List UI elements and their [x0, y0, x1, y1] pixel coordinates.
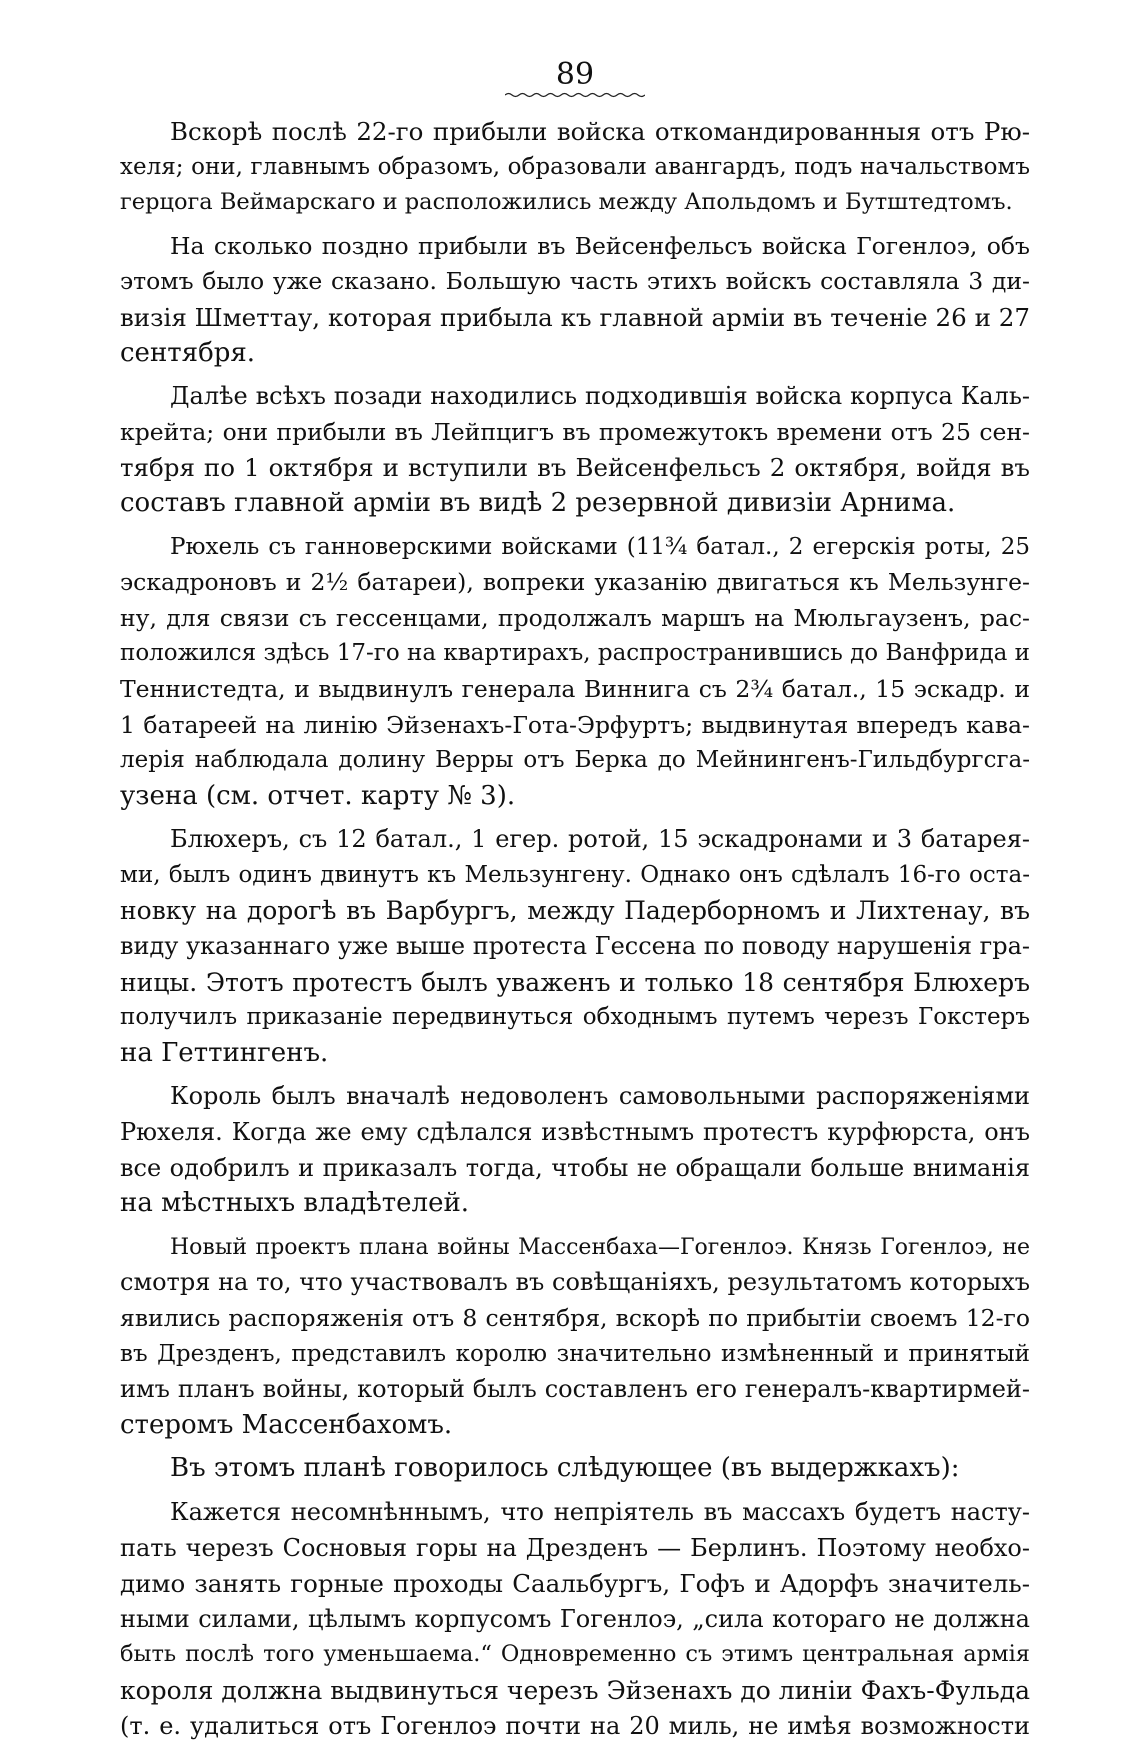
text-line: лерія наблюдала долину Верры отъ Берка до Мейнингенъ-Гильдбургсга-	[120, 747, 1030, 774]
text-line: Новый проектъ плана войны Массенбаха—Гогенлоэ. Князь Гогенлоэ, не	[170, 1234, 1030, 1260]
text-line: Въ этомъ планѣ говорилось слѣдующее (въ выдержкахъ):	[170, 1453, 960, 1484]
paragraph	[120, 822, 1030, 1071]
text-line: крейта; они прибыли въ Лейпцигъ въ промежутокъ времени отъ 25 сен-	[120, 417, 1030, 446]
text-line: димо занять горные проходы Саальбургъ, Гофъ и Адорфъ значитель-	[120, 1569, 1030, 1599]
text-line: Король былъ вначалѣ недоволенъ самовольными распоряженіями	[170, 1082, 1030, 1111]
text-line: новку на дорогѣ въ Варбургъ, между Падерборномъ и Лихтенау, въ	[120, 896, 1030, 926]
text-line: на Геттингенъ.	[120, 1037, 329, 1068]
text-line: Блюхеръ, съ 12 батал., 1 егер. ротой, 15 эскадронами и 3 батарея-	[170, 825, 1030, 854]
page-number: 89	[555, 57, 595, 92]
paragraph	[120, 379, 1030, 521]
text-line: сентября.	[120, 337, 256, 368]
paragraph	[120, 1451, 1030, 1487]
text-line: визія Шметтау, которая прибыла къ главной арміи въ теченіе 26 и 27	[120, 302, 1030, 332]
paragraph	[120, 1230, 1030, 1444]
text-line: хеля; они, главнымъ образомъ, образовали авангардъ, подъ начальствомъ	[120, 153, 1030, 180]
text-line: Вскорѣ послѣ 22-го прибыли войска откомандированныя отъ Рю-	[170, 117, 1030, 146]
paragraph	[120, 114, 1030, 221]
paragraph	[120, 229, 1030, 371]
text-line: смотря на то, что участвовалъ въ совѣщаніяхъ, результатомъ которыхъ	[120, 1268, 1030, 1297]
text-line: герцога Веймарскаго и расположились между Апольдомъ и Бутштедтомъ.	[120, 189, 1013, 216]
text-line: пать черезъ Сосновыя горы на Дрезденъ — Берлинъ. Поэтому необхо-	[120, 1533, 1030, 1562]
text-line: узена (см. отчет. карту № 3).	[120, 780, 516, 811]
paragraph	[120, 1079, 1030, 1221]
text-line: эскадроновъ и 2½ батареи), вопреки указанію двигаться къ Мельзунге-	[120, 568, 1030, 597]
text-line: виду указаннаго уже выше протеста Гессена по поводу нарушенія гра-	[120, 932, 1030, 961]
text-line: 1 батареей на линію Эйзенахъ-Гота-Эрфуртъ; выдвинутая впередъ кава-	[120, 710, 1030, 739]
paragraph	[120, 1495, 1030, 1744]
text-line: явились распоряженія отъ 8 сентября, вскорѣ по прибытіи своемъ 12-го	[120, 1304, 1030, 1332]
text-line: Рюхеля. Когда же ему сдѣлался извѣстнымъ протестъ курфюрста, онъ	[120, 1118, 1030, 1147]
text-line: Рюхель съ ганноверскими войсками (11¾ батал., 2 егерскія роты, 25	[170, 533, 1030, 560]
text-line: короля должна выдвинуться черезъ Эйзенахъ до линіи Фахъ-Фульда	[120, 1675, 1030, 1705]
text-line: быть послѣ того уменьшаема.“ Одновременно съ этимъ центральная армія	[120, 1641, 1030, 1668]
text-line: составъ главной арміи въ видѣ 2 резервной дивизіи Арнима.	[120, 487, 956, 518]
wavy-rule-ornament	[505, 92, 645, 98]
text-line: этомъ было уже сказано. Большую часть этихъ войскъ составляла 3 ди-	[120, 267, 1030, 296]
text-line: все одобрилъ и приказалъ тогда, чтобы не обращали больше вниманія	[120, 1153, 1030, 1182]
text-line: Далѣе всѣхъ позади находились подходившія войска корпуса Каль-	[170, 382, 1030, 411]
paragraph	[120, 530, 1030, 815]
text-line: получилъ приказаніе передвинуться обходнымъ путемъ черезъ Гокстеръ	[120, 1004, 1030, 1031]
text-line: положился здѣсь 17-го на квартирахъ, распространившись до Ванфрида и	[120, 640, 1030, 667]
text-line: Кажется несомнѣннымъ, что непріятель въ массахъ будетъ насту-	[170, 1497, 1030, 1526]
text-line: (т. е. удалиться отъ Гогенлоэ почти на 20 миль, не имѣя возможности	[120, 1711, 1030, 1740]
text-line: ницы. Этотъ протестъ былъ уваженъ и только 18 сентября Блюхеръ	[120, 967, 1030, 997]
text-line: въ Дрезденъ, представилъ королю значительно измѣненный и принятый	[120, 1340, 1030, 1367]
text-line: ну, для связи съ гессенцами, продолжалъ маршъ на Мюльгаузенъ, рас-	[120, 603, 1030, 632]
text-line: тября по 1 октября и вступили въ Вейсенфельсъ 2 октября, войдя въ	[120, 453, 1030, 483]
body-text	[120, 114, 1030, 1744]
text-line: ми, былъ одинъ двинутъ къ Мельзунгену. Однако онъ сдѣлалъ 16-го оста-	[120, 861, 1030, 888]
page-header	[120, 58, 1030, 98]
text-line: имъ планъ войны, который былъ составленъ его генералъ-квартирмей-	[120, 1375, 1030, 1404]
text-line: На сколько поздно прибыли въ Вейсенфельсъ войска Гогенлоэ, объ	[170, 231, 1030, 260]
text-line: на мѣстныхъ владѣтелей.	[120, 1188, 470, 1219]
text-line: ными силами, цѣлымъ корпусомъ Гогенлоэ, „сила котораго не должна	[120, 1604, 1030, 1633]
text-line: стеромъ Массенбахомъ.	[120, 1409, 453, 1440]
text-line: Теннистедта, и выдвинулъ генерала Виннига съ 2¾ батал., 15 эскадр. и	[120, 674, 1030, 703]
